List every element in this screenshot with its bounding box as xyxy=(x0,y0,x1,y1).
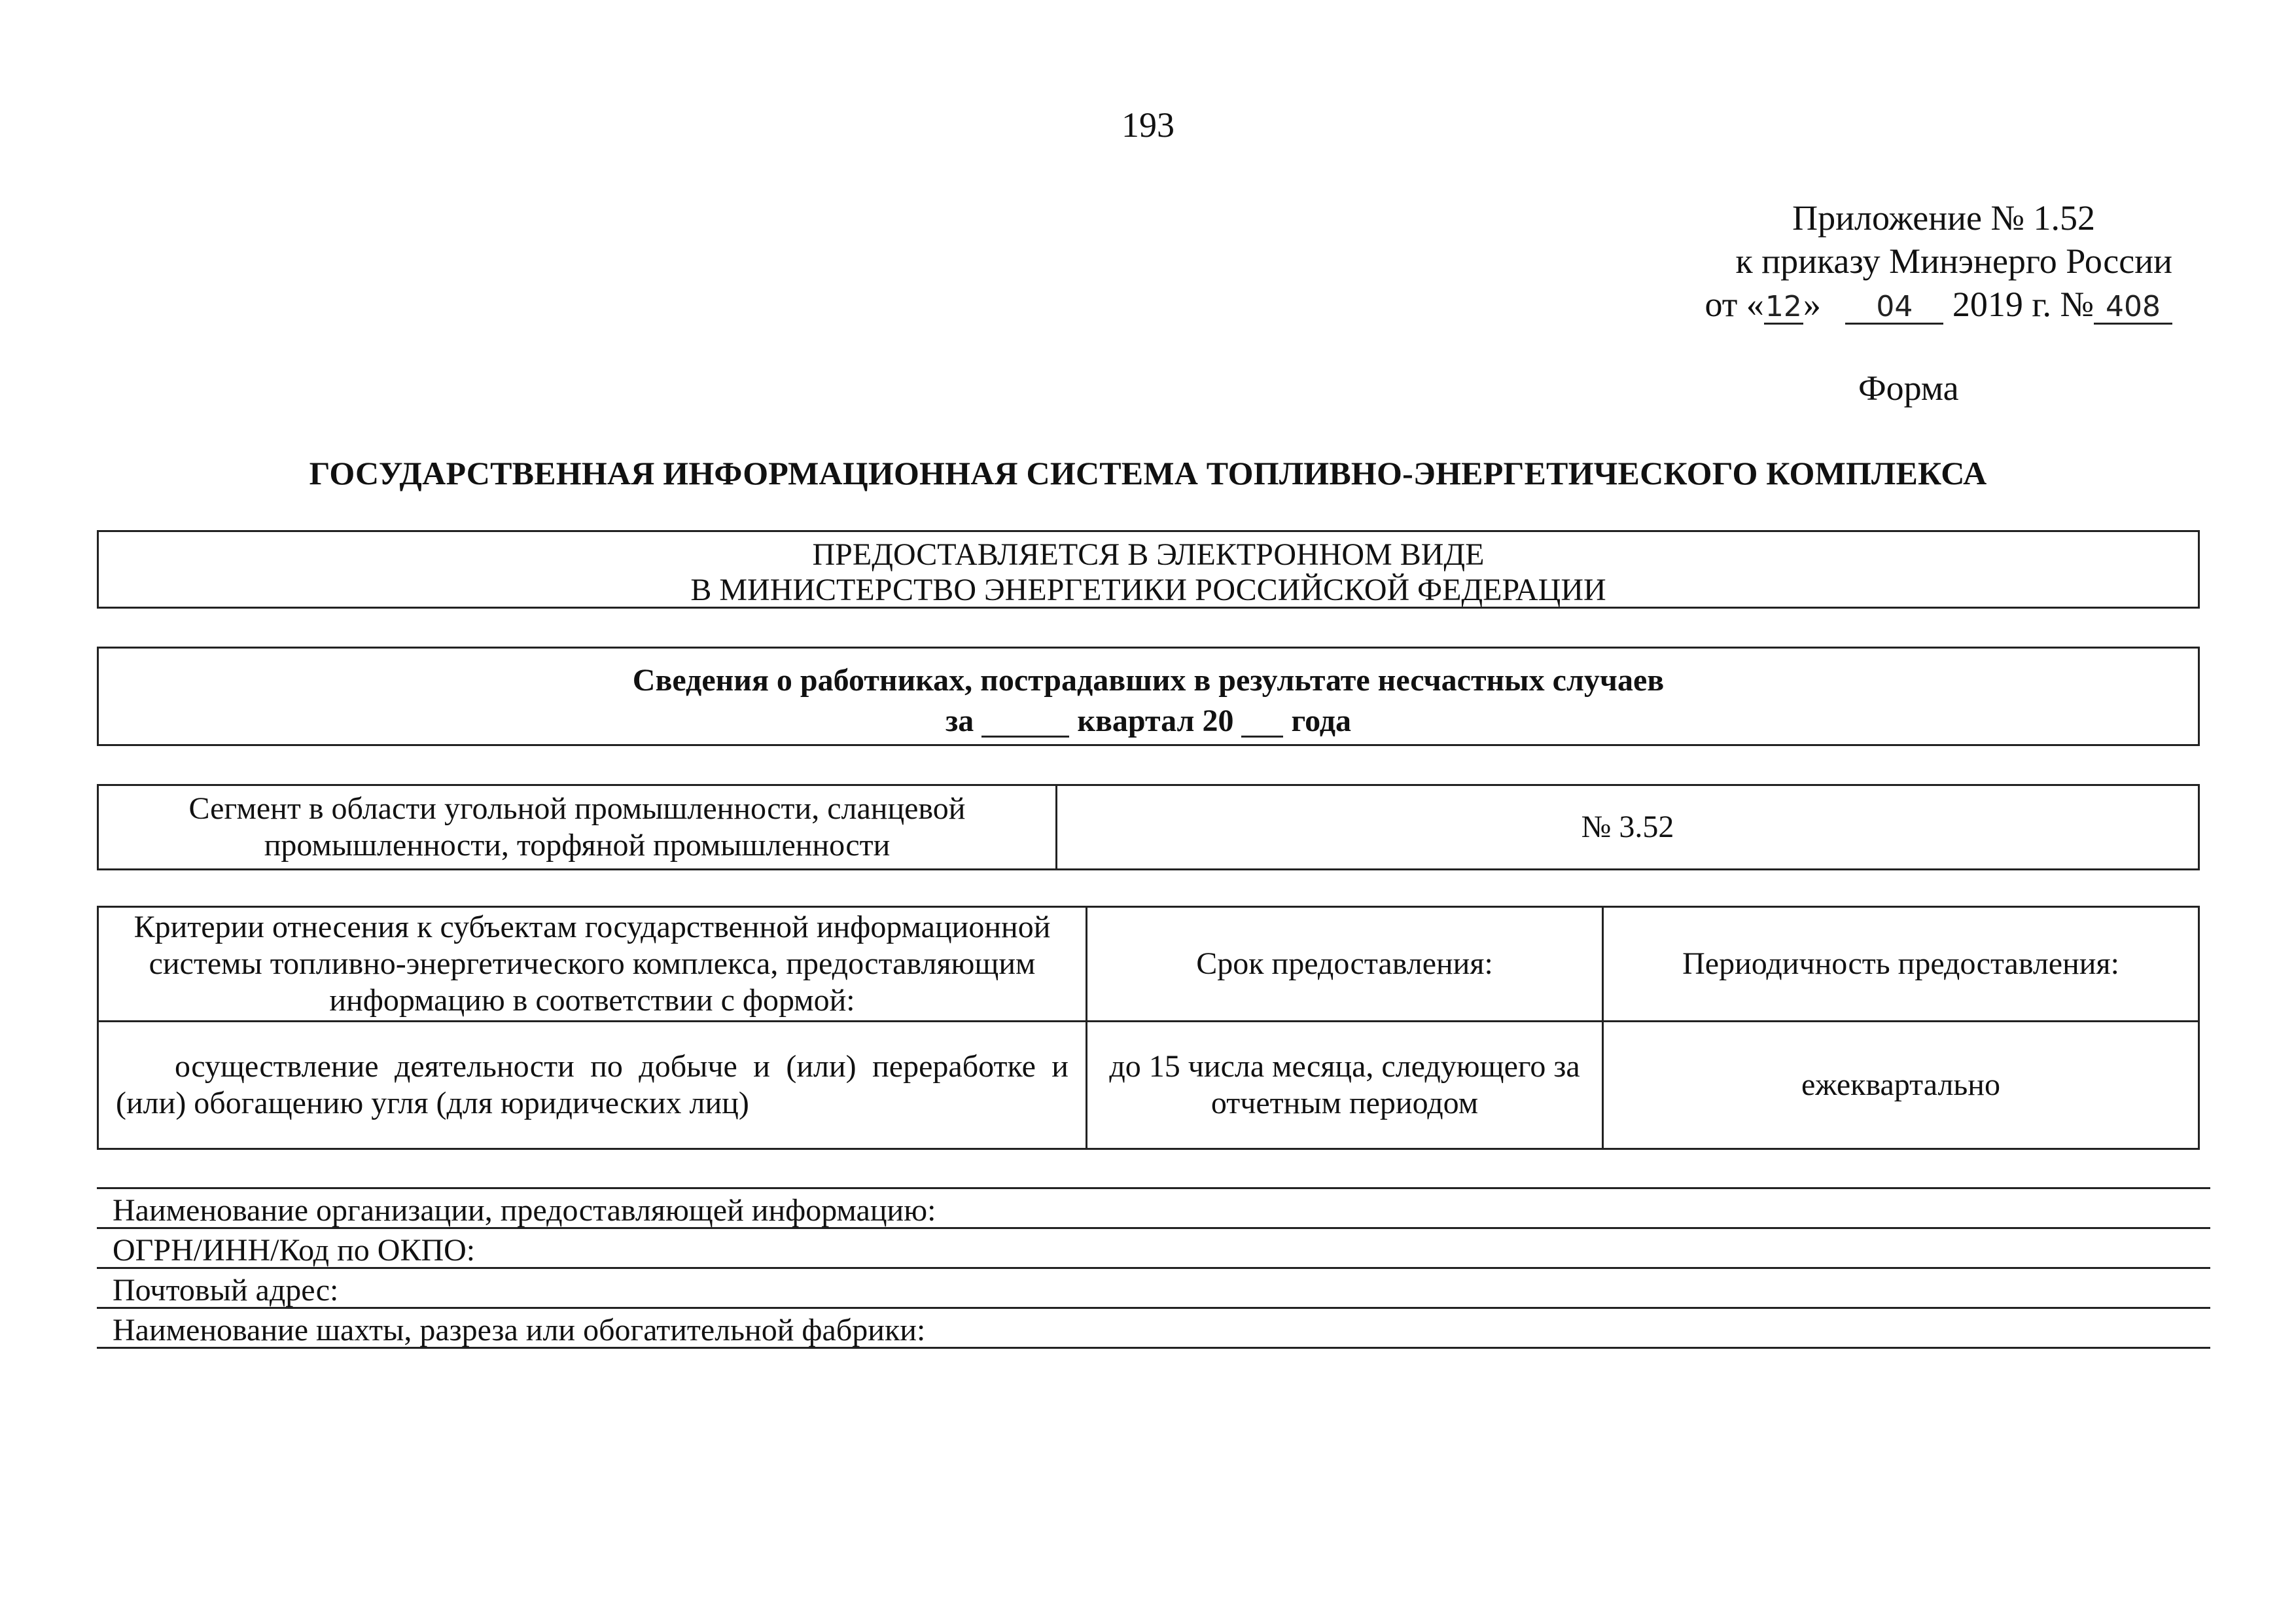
form-label: Форма xyxy=(1858,368,1959,408)
submission-line-1: ПРЕДОСТАВЛЯЕТСЯ В ЭЛЕКТРОННОМ ВИДЕ xyxy=(812,537,1485,572)
report-period xyxy=(99,701,2198,741)
appendix-order-ref: к приказу Минэнерго России xyxy=(1735,241,2172,281)
quarter-blank[interactable] xyxy=(981,707,1069,738)
report-title: Сведения о работниках, пострадавших в результате несчастных случаев xyxy=(632,663,1665,698)
handwritten-day: 12 xyxy=(1765,290,1802,323)
segment-row xyxy=(98,785,2199,870)
page-number: 193 xyxy=(1122,105,1174,145)
period-middle: квартал 20 xyxy=(1077,704,1234,738)
organization-fields xyxy=(97,1187,2210,1349)
criteria-table xyxy=(97,906,2200,1150)
year-blank[interactable] xyxy=(1241,707,1283,738)
date-prefix: от « xyxy=(1704,285,1764,324)
postal-address-field[interactable]: Почтовый адрес: xyxy=(97,1269,2210,1309)
frequency-value: ежеквартально xyxy=(1603,1022,2199,1149)
submission-box xyxy=(97,530,2200,609)
segment-table xyxy=(97,784,2200,870)
appendix-header xyxy=(1662,196,2172,326)
handwritten-order-number: 408 xyxy=(2094,291,2172,325)
mine-name-field[interactable]: Наименование шахты, разреза или обогатительной фабрики: xyxy=(97,1309,2210,1349)
deadline-value: до 15 числа месяца, следующего за отчетным периодом xyxy=(1087,1022,1603,1149)
date-year: 2019 г. № xyxy=(1952,285,2094,324)
criteria-value: осуществление деятельности по добыче и (или) переработке и (или) обогащению угля (для юридических лиц) xyxy=(98,1022,1087,1149)
frequency-header: Периодичность предоставления: xyxy=(1603,907,2199,1022)
main-heading: ГОСУДАРСТВЕННАЯ ИНФОРМАЦИОННАЯ СИСТЕМА ТОПЛИВНО-ЭНЕРГЕТИЧЕСКОГО КОМПЛЕКСА xyxy=(309,455,1987,491)
segment-label: Сегмент в области угольной промышленности, сланцевой промышленности, торфяной промышленности xyxy=(98,785,1057,870)
submission-line-2: В МИНИСТЕРСТВО ЭНЕРГЕТИКИ РОССИЙСКОЙ ФЕДЕРАЦИИ xyxy=(690,573,1606,607)
report-title-box xyxy=(97,647,2200,746)
criteria-data-row xyxy=(98,1022,2199,1149)
date-quote-close: » xyxy=(1803,285,1821,324)
handwritten-month: 04 xyxy=(1845,291,1943,325)
period-prefix: за xyxy=(945,704,974,738)
organization-name-field[interactable]: Наименование организации, предоставляющей информацию: xyxy=(97,1189,2210,1229)
appendix-order-date xyxy=(1662,283,2172,326)
ogrn-inn-okpo-field[interactable]: ОГРН/ИНН/Код по ОКПО: xyxy=(97,1229,2210,1269)
period-suffix: года xyxy=(1291,704,1351,738)
criteria-header: Критерии отнесения к субъектам государственной информационной системы топливно-энергетического комплекса, предоставляющим информацию в соответствии с формой: xyxy=(98,907,1087,1022)
appendix-title: Приложение № 1.52 xyxy=(1792,198,2095,238)
criteria-header-row xyxy=(98,907,2199,1022)
deadline-header: Срок предоставления: xyxy=(1087,907,1603,1022)
segment-number: № 3.52 xyxy=(1057,785,2199,870)
